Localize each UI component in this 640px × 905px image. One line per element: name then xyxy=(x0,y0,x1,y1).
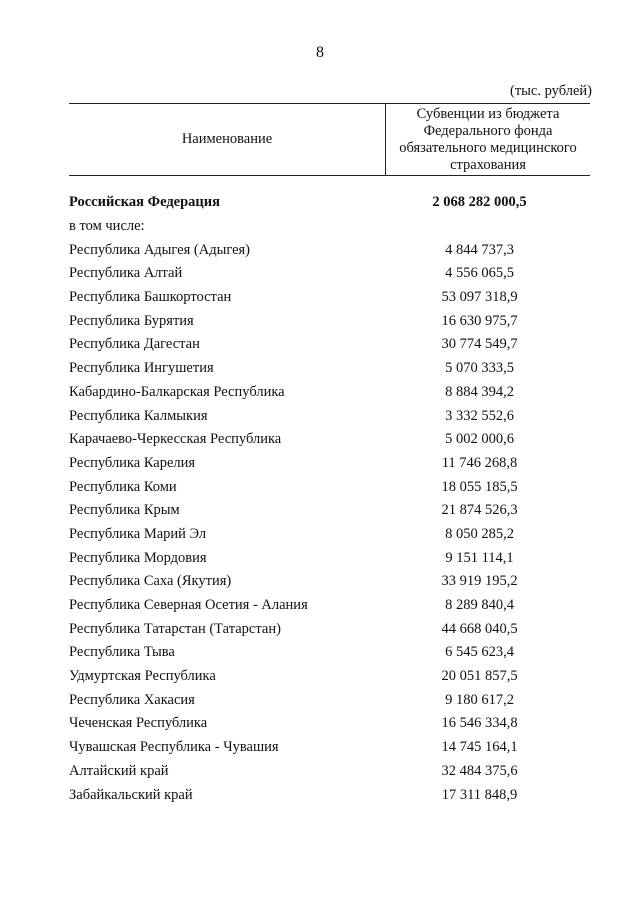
region-name: Республика Хакасия xyxy=(69,691,195,708)
total-row xyxy=(69,191,590,215)
region-name: Республика Алтай xyxy=(69,265,183,282)
table-row xyxy=(69,641,590,665)
including-label: в том числе: xyxy=(69,218,145,235)
table-row xyxy=(69,286,590,310)
region-value: 18 055 185,5 xyxy=(441,478,518,495)
region-value: 9 151 114,1 xyxy=(445,549,514,566)
region-value: 5 070 333,5 xyxy=(445,360,514,377)
table-row xyxy=(69,523,590,547)
region-value: 53 097 318,9 xyxy=(441,289,518,306)
region-value: 8 884 394,2 xyxy=(445,383,514,400)
region-value: 33 919 195,2 xyxy=(441,573,518,590)
total-name: Российская Федерация xyxy=(69,194,220,211)
region-name: Республика Марий Эл xyxy=(69,525,207,542)
table-row xyxy=(69,499,590,523)
table-row xyxy=(69,452,590,476)
region-name: Республика Ингушетия xyxy=(69,360,214,377)
region-name: Забайкальский край xyxy=(69,786,193,803)
region-value: 16 546 334,8 xyxy=(441,715,518,732)
table-row xyxy=(69,688,590,712)
region-name: Республика Башкортостан xyxy=(69,289,232,306)
region-name: Республика Бурятия xyxy=(69,312,194,329)
region-value: 32 484 375,6 xyxy=(441,762,518,779)
region-value: 44 668 040,5 xyxy=(441,620,518,637)
region-name: Республика Саха (Якутия) xyxy=(69,573,232,590)
region-value: 16 630 975,7 xyxy=(441,312,518,329)
region-value: 4 844 737,3 xyxy=(445,241,514,258)
table-row xyxy=(69,783,590,807)
region-name: Республика Калмыкия xyxy=(69,407,208,424)
table-row xyxy=(69,262,590,286)
table-header xyxy=(69,103,590,176)
region-value: 17 311 848,9 xyxy=(441,786,518,803)
units-label: (тыс. рублей) xyxy=(510,83,592,99)
region-value: 3 332 552,6 xyxy=(445,407,514,424)
region-name: Республика Дагестан xyxy=(69,336,200,353)
region-name: Республика Адыгея (Адыгея) xyxy=(69,241,251,258)
region-value: 21 874 526,3 xyxy=(441,502,518,519)
region-name: Республика Карелия xyxy=(69,454,196,471)
table-row xyxy=(69,475,590,499)
including-row xyxy=(69,215,590,239)
region-name: Алтайский край xyxy=(69,762,169,779)
region-value: 11 746 268,8 xyxy=(441,454,518,471)
table-row xyxy=(69,665,590,689)
region-name: Чеченская Республика xyxy=(69,715,208,732)
table-row xyxy=(69,712,590,736)
region-value: 9 180 617,2 xyxy=(445,691,514,708)
region-name: Республика Коми xyxy=(69,478,177,495)
region-value: 4 556 065,5 xyxy=(445,265,514,282)
region-value: 5 002 000,6 xyxy=(445,431,514,448)
region-name: Карачаево-Черкесская Республика xyxy=(69,431,282,448)
table-row xyxy=(69,381,590,405)
header-name-column: Наименование xyxy=(69,104,386,175)
region-name: Республика Татарстан (Татарстан) xyxy=(69,620,281,637)
table-row xyxy=(69,309,590,333)
region-name: Удмуртская Республика xyxy=(69,668,216,685)
region-value: 30 774 549,7 xyxy=(441,336,518,353)
table-row xyxy=(69,760,590,784)
table-row xyxy=(69,617,590,641)
table-row xyxy=(69,594,590,618)
region-name: Республика Северная Осетия - Алания xyxy=(69,597,308,614)
region-name: Чувашская Республика - Чувашия xyxy=(69,739,279,756)
table-row xyxy=(69,546,590,570)
region-name: Республика Тыва xyxy=(69,644,175,661)
table-row xyxy=(69,238,590,262)
region-name: Республика Мордовия xyxy=(69,549,207,566)
region-value: 8 050 285,2 xyxy=(445,525,514,542)
table-body xyxy=(69,191,590,807)
page-number: 8 xyxy=(316,44,324,61)
region-value: 6 545 623,4 xyxy=(445,644,514,661)
header-value-column: Субвенции из бюджета Федерального фонда обязательного медицинского страхования xyxy=(399,105,577,173)
table-row xyxy=(69,333,590,357)
total-value: 2 068 282 000,5 xyxy=(432,194,527,211)
region-value: 14 745 164,1 xyxy=(441,739,518,756)
table-row xyxy=(69,357,590,381)
region-name: Кабардино-Балкарская Республика xyxy=(69,383,285,400)
table-row xyxy=(69,736,590,760)
region-name: Республика Крым xyxy=(69,502,180,519)
table-row xyxy=(69,570,590,594)
region-value: 8 289 840,4 xyxy=(445,597,514,614)
table-row xyxy=(69,404,590,428)
region-value: 20 051 857,5 xyxy=(441,668,518,685)
table-row xyxy=(69,428,590,452)
